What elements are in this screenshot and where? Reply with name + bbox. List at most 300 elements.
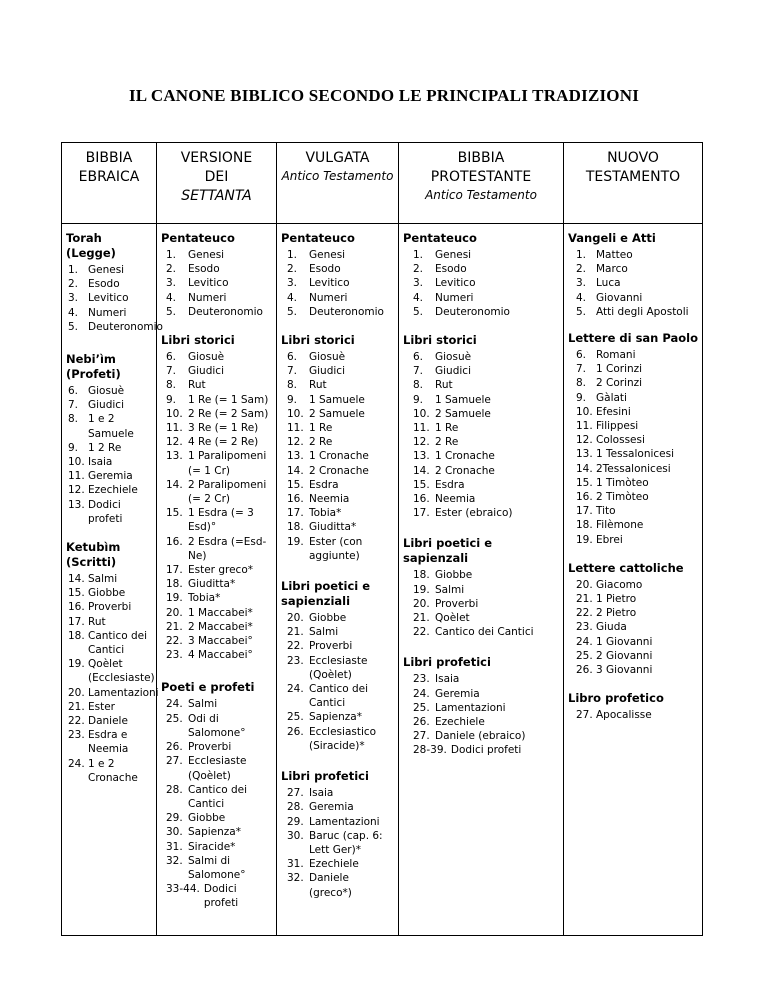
item-book: Salmi — [435, 583, 465, 596]
item-number: 6. — [576, 349, 587, 362]
item-number: 14. — [166, 478, 183, 491]
item-book: Rut — [188, 379, 206, 392]
item-book: 3 Maccabei° — [188, 635, 253, 648]
item-number: 21. — [287, 626, 304, 639]
column-body — [399, 231, 563, 758]
item-number: 8. — [413, 379, 424, 392]
item-book: Ebrei — [596, 533, 623, 546]
item-book: Genesi — [435, 249, 472, 261]
list-item — [413, 715, 560, 729]
item-book: Lamentazioni — [88, 686, 159, 699]
list-item — [68, 700, 153, 714]
item-book: 2 Samuele — [435, 407, 491, 420]
list-item — [413, 729, 560, 743]
list-item — [413, 625, 560, 639]
item-book: 2Tessalonicesi — [596, 462, 671, 475]
list-item — [166, 648, 273, 662]
list-item — [68, 600, 153, 614]
item-book: 1 e 2 Samuele — [88, 413, 134, 440]
item-book: Giosuè — [188, 351, 225, 364]
list-item — [287, 682, 395, 710]
list-item — [576, 649, 699, 663]
item-book: Isaia — [88, 456, 113, 469]
list-item — [413, 478, 560, 492]
list-item — [413, 350, 560, 364]
list-item — [68, 384, 153, 398]
section-title: Libri storici — [281, 333, 355, 348]
list-item — [166, 697, 273, 711]
item-book: 2 Samuele — [309, 407, 365, 420]
item-number: 11. — [287, 422, 304, 435]
item-book: Matteo — [596, 249, 633, 261]
item-number: 17. — [287, 507, 304, 520]
item-number: 11. — [68, 470, 85, 483]
list-item — [287, 364, 395, 378]
list-item — [576, 462, 699, 476]
list-item — [576, 405, 699, 419]
list-item — [166, 740, 273, 754]
column-header-line: NUOVO — [607, 150, 659, 166]
list-item — [287, 800, 395, 814]
item-number: 13. — [166, 450, 183, 463]
item-number: 20. — [68, 686, 85, 699]
list-item — [68, 483, 153, 497]
canon-table — [61, 142, 703, 936]
list-item — [576, 362, 699, 376]
item-book: Tobia* — [188, 592, 221, 605]
section-title: Libri poetici e sapienzali — [403, 536, 493, 566]
list-item — [287, 378, 395, 392]
item-book: 2 Cronache — [309, 464, 369, 477]
item-book: Giosuè — [309, 351, 346, 364]
item-number: 20. — [576, 578, 593, 591]
item-book: 1 Samuele — [309, 393, 365, 406]
list-item — [166, 606, 273, 620]
item-number: 23. — [413, 673, 430, 686]
item-number: 27. — [413, 730, 430, 743]
list-item — [287, 639, 395, 653]
item-number: 9. — [166, 393, 177, 406]
item-number: 3. — [68, 292, 79, 305]
column-header — [277, 149, 398, 185]
list-item — [576, 476, 699, 490]
item-number: 6. — [68, 385, 79, 398]
item-number: 5. — [166, 305, 177, 318]
item-number: 22. — [287, 640, 304, 653]
item-number: 2. — [413, 263, 424, 276]
item-number: 12. — [576, 434, 593, 447]
item-number: 1. — [166, 249, 177, 261]
item-book: Proverbi — [309, 640, 353, 653]
item-number: 19. — [287, 535, 304, 548]
item-number: 13. — [576, 448, 593, 461]
item-book: 2 Re (= 2 Sam) — [188, 407, 269, 420]
item-number: 3. — [413, 277, 424, 290]
item-number: 24. — [287, 683, 304, 696]
item-number: 17. — [68, 615, 85, 628]
item-number: 24. — [68, 757, 85, 770]
list-item — [413, 262, 560, 276]
item-number: 15. — [166, 507, 183, 520]
list-item — [166, 350, 273, 364]
item-book: Ecclesiaste (Qoèlet) — [188, 755, 247, 782]
item-book: Ezechiele — [435, 716, 485, 729]
item-number: 7. — [166, 365, 177, 378]
page-title: IL CANONE BIBLICO SECONDO LE PRINCIPALI TRADIZIONI — [128, 86, 640, 105]
section-title: Poeti e profeti — [161, 680, 255, 695]
list-item — [413, 305, 560, 319]
list-item — [576, 276, 699, 290]
list-item — [576, 262, 699, 276]
item-book: Levitico — [88, 292, 129, 305]
item-book: Cantico dei Cantici — [88, 629, 148, 657]
item-number: 26. — [166, 741, 183, 754]
item-number: 17. — [413, 507, 430, 520]
item-number: 2. — [287, 263, 298, 276]
item-number: 11. — [166, 422, 183, 435]
item-book: 1 Esdra (= 3 Esd)° — [188, 507, 254, 534]
item-number: 26. — [413, 716, 430, 729]
section-gap — [68, 334, 153, 352]
item-number: 32. — [287, 872, 304, 885]
item-book: Ecclesiaste (Qoèlet) — [309, 654, 368, 681]
item-book: Lamentazioni — [435, 701, 506, 714]
item-number: 21. — [413, 612, 430, 625]
item-book: Neemia — [309, 493, 350, 506]
item-number: 9. — [576, 391, 587, 404]
item-book: Esodo — [188, 263, 220, 276]
list-item — [413, 449, 560, 463]
item-book: Giuda — [596, 621, 627, 634]
item-book: 1 Re (= 1 Sam) — [188, 393, 269, 406]
column-header-line: EBRAICA — [78, 169, 140, 185]
item-number: 5. — [287, 305, 298, 318]
item-book: Giobbe — [435, 569, 473, 582]
list-item — [576, 391, 699, 405]
item-number: 14. — [68, 573, 85, 586]
item-book: Esdra — [435, 478, 465, 491]
column-header-line: TESTAMENTO — [585, 169, 681, 185]
item-book: Lamentazioni — [309, 815, 380, 828]
column-nuovo-testamento — [564, 143, 702, 935]
item-book: Baruc (cap. 6: Lett Ger)* — [309, 829, 383, 856]
item-book: 2 Pietro — [596, 607, 637, 620]
list-item — [576, 504, 699, 518]
list-item — [166, 754, 273, 782]
list-item — [68, 412, 153, 440]
item-book: Ester — [88, 700, 115, 713]
item-number: 5. — [413, 305, 424, 318]
item-book: Salmi — [188, 698, 218, 711]
item-book: Rut — [435, 379, 453, 392]
list-item — [287, 262, 395, 276]
item-number: 18. — [413, 569, 430, 582]
item-book: 2 Re — [309, 436, 333, 449]
section-title: Nebi’ìm (Profeti) — [66, 352, 121, 382]
list-item — [287, 350, 395, 364]
section-gap — [68, 526, 153, 540]
item-book: Giudici — [309, 365, 345, 378]
item-book: 1 Giovanni — [596, 635, 653, 648]
item-book: Daniele (greco*) — [309, 872, 352, 899]
column-header — [62, 149, 156, 187]
item-number: 25. — [413, 701, 430, 714]
item-number: 4. — [166, 291, 177, 304]
item-book: Proverbi — [188, 741, 232, 754]
item-number: 17. — [576, 505, 593, 518]
section-gap — [576, 319, 699, 331]
list-item — [576, 447, 699, 461]
list-item — [68, 615, 153, 629]
list-item — [287, 520, 395, 534]
item-book: Efesini — [596, 405, 631, 418]
item-number: 13. — [413, 450, 430, 463]
item-book: Siracide* — [188, 840, 236, 853]
list-item — [413, 743, 560, 757]
item-number: 21. — [68, 700, 85, 713]
item-number: 27. — [576, 709, 593, 722]
list-item — [413, 276, 560, 290]
item-number: 4. — [413, 291, 424, 304]
item-number: 23. — [68, 729, 85, 742]
item-book: Filèmone — [596, 519, 644, 532]
item-number: 2. — [576, 263, 587, 276]
item-book: Odi di Salomone° — [188, 712, 246, 739]
item-book: Deuteronomio — [309, 305, 384, 318]
list-item — [166, 378, 273, 392]
list-item — [287, 725, 395, 753]
item-book: Salmi di Salomone° — [188, 854, 246, 881]
item-book: Genesi — [88, 264, 125, 276]
section-gap — [166, 662, 273, 680]
list-item — [576, 248, 699, 262]
item-book: 2 Cronache — [435, 464, 495, 477]
list-item — [166, 591, 273, 605]
item-number: 5. — [68, 320, 79, 333]
list-item — [287, 815, 395, 829]
item-number: 22. — [68, 715, 85, 728]
item-number: 7. — [287, 365, 298, 378]
item-book: Ester greco* — [188, 564, 253, 577]
item-book: 2 Corinzi — [596, 377, 643, 390]
item-book: 1 Maccabei* — [188, 606, 253, 619]
item-book: 1 Paralipomeni (= 1 Cr) — [188, 450, 267, 477]
item-book: Giobbe — [88, 587, 126, 600]
item-number: 3. — [287, 277, 298, 290]
item-number: 3. — [576, 277, 587, 290]
item-book: 1 Corinzi — [596, 363, 643, 376]
section-gap — [576, 547, 699, 561]
item-number: 1. — [287, 249, 298, 261]
item-book: 3 Giovanni — [596, 664, 653, 677]
item-book: Isaia — [435, 673, 460, 686]
item-book: Giudici — [88, 399, 124, 412]
item-number: 10. — [287, 407, 304, 420]
item-book: Ezechiele — [88, 484, 138, 497]
item-number: 9. — [413, 393, 424, 406]
list-item — [68, 714, 153, 728]
item-number: 20. — [166, 606, 183, 619]
item-book: Giudici — [188, 365, 224, 378]
list-item — [287, 786, 395, 800]
list-item — [413, 506, 560, 520]
item-book: Filippesi — [596, 420, 639, 433]
list-item — [576, 533, 699, 547]
item-book: Esodo — [88, 278, 120, 291]
section-gap — [576, 677, 699, 691]
item-book: Sapienza* — [188, 826, 241, 839]
item-number: 19. — [166, 592, 183, 605]
section-gap — [413, 319, 560, 333]
section-title: Libri profetici — [281, 769, 369, 784]
list-item — [166, 840, 273, 854]
item-book: Cantico dei Cantici — [435, 626, 534, 639]
item-number: 20. — [413, 597, 430, 610]
column-header-line: VULGATA — [305, 150, 370, 166]
list-item — [287, 492, 395, 506]
list-item — [68, 498, 153, 526]
list-item — [576, 433, 699, 447]
item-number: 4. — [68, 306, 79, 319]
item-book: Ecclesiastico (Siracide)* — [309, 725, 377, 752]
item-number: 16. — [576, 491, 593, 504]
list-item — [287, 857, 395, 871]
item-book: Giudici — [435, 365, 471, 378]
item-book: Geremia — [309, 801, 354, 814]
list-item — [413, 611, 560, 625]
list-item — [166, 563, 273, 577]
list-item — [287, 435, 395, 449]
list-item — [166, 449, 273, 477]
column-bibbia-ebraica — [62, 143, 163, 935]
list-item — [166, 783, 273, 811]
section-title: Ketubìm (Scritti) — [66, 540, 121, 570]
item-book: Tito — [596, 505, 616, 518]
item-number: 9. — [68, 441, 79, 454]
item-book: Isaia — [309, 787, 334, 800]
list-item — [287, 654, 395, 682]
list-item — [166, 291, 273, 305]
column-header-line: VERSIONE — [180, 150, 253, 166]
item-book: Colossesi — [596, 434, 645, 447]
list-item — [166, 882, 273, 910]
list-item — [413, 378, 560, 392]
item-number: 23. — [576, 621, 593, 634]
item-book: Neemia — [435, 493, 476, 506]
list-item — [68, 629, 153, 657]
item-book: Luca — [596, 277, 621, 290]
item-number: 6. — [413, 351, 424, 364]
list-item — [287, 710, 395, 724]
list-item — [287, 478, 395, 492]
item-number: 22. — [166, 635, 183, 648]
item-book: 1 e 2 Cronache — [88, 757, 138, 784]
list-item — [68, 757, 153, 785]
list-item — [287, 393, 395, 407]
item-number: 26. — [576, 664, 593, 677]
item-number: 28-39. — [413, 744, 447, 757]
column-header-line: BIBBIA — [457, 150, 505, 166]
item-number: 11. — [576, 420, 593, 433]
item-number: 18. — [287, 521, 304, 534]
list-item — [576, 291, 699, 305]
item-number: 27. — [166, 755, 183, 768]
item-book: 2 Giovanni — [596, 649, 653, 662]
item-number: 12. — [166, 436, 183, 449]
item-book: Numeri — [309, 291, 348, 304]
item-book: Tobia* — [309, 507, 342, 520]
list-item — [166, 305, 273, 319]
section-gap — [287, 563, 395, 579]
item-book: Daniele — [88, 715, 128, 728]
section-title: Pentateuco — [281, 231, 355, 245]
list-item — [413, 248, 560, 262]
section-title: Pentateuco — [403, 231, 477, 245]
item-book: Ester (ebraico) — [435, 507, 513, 520]
item-book: 1 Re — [435, 422, 459, 435]
section-title: Libri storici — [403, 333, 477, 348]
list-item — [576, 518, 699, 532]
column-header — [564, 149, 702, 187]
list-item — [166, 393, 273, 407]
item-book: Rut — [88, 615, 106, 628]
list-item — [576, 606, 699, 620]
list-item — [68, 728, 153, 756]
list-item — [166, 276, 273, 290]
item-number: 19. — [576, 533, 593, 546]
item-number: 24. — [166, 698, 183, 711]
list-item — [166, 364, 273, 378]
item-book: Giuditta* — [309, 521, 357, 534]
item-number: 5. — [576, 305, 587, 318]
item-book: Numeri — [88, 306, 127, 319]
list-item — [68, 306, 153, 320]
list-item — [166, 506, 273, 534]
item-number: 14. — [413, 464, 430, 477]
item-book: 3 Re (= 1 Re) — [188, 422, 259, 435]
item-number: 16. — [68, 601, 85, 614]
item-number: 30. — [166, 826, 183, 839]
list-item — [413, 701, 560, 715]
item-book: 1 2 Re — [88, 441, 122, 454]
section-gap — [166, 319, 273, 333]
column-subheader: Antico Testamento — [425, 188, 537, 202]
list-item — [287, 625, 395, 639]
item-book: 4 Maccabei° — [188, 649, 253, 662]
item-book: Levitico — [435, 277, 476, 290]
item-number: 29. — [287, 815, 304, 828]
item-book: Geremia — [88, 470, 133, 483]
item-book: 1 Cronache — [435, 450, 495, 463]
item-number: 18. — [576, 519, 593, 532]
section-gap — [287, 319, 395, 333]
item-number: 11. — [413, 422, 430, 435]
item-book: Atti degli Apostoli — [596, 305, 689, 318]
list-item — [166, 825, 273, 839]
item-number: 7. — [576, 363, 587, 376]
item-number: 10. — [413, 407, 430, 420]
list-item — [576, 592, 699, 606]
section-title: Lettere cattoliche — [568, 560, 684, 575]
item-book: Genesi — [309, 249, 346, 261]
item-number: 18. — [68, 629, 85, 642]
item-number: 2. — [68, 278, 79, 291]
item-book: Proverbi — [435, 597, 479, 610]
item-number: 21. — [166, 620, 183, 633]
column-vulgata — [277, 143, 398, 935]
item-number: 19. — [413, 583, 430, 596]
list-item — [68, 320, 163, 334]
